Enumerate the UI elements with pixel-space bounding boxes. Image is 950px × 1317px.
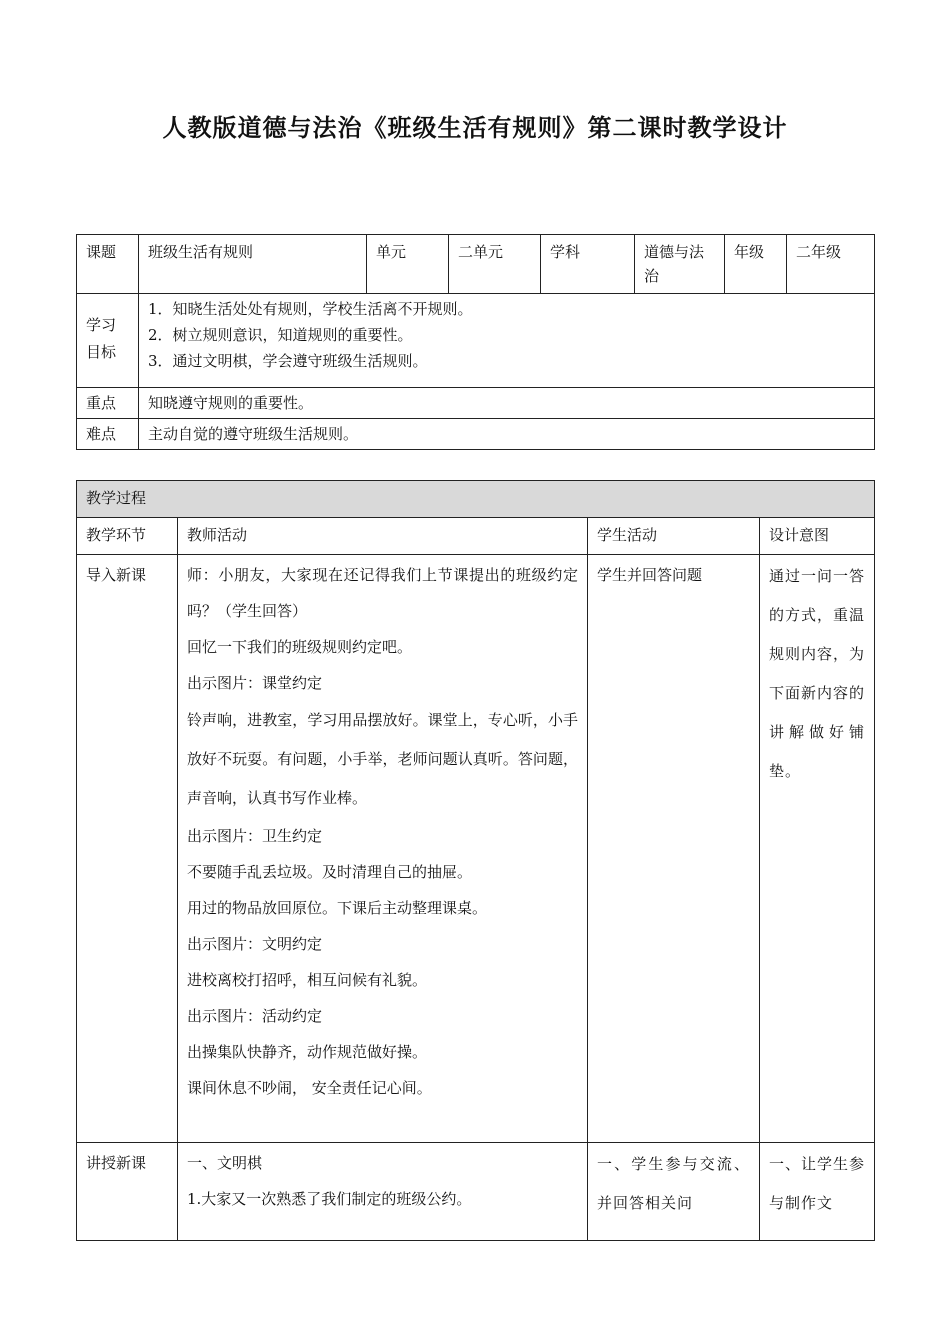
goal-item: 2．树立规则意识，知道规则的重要性。: [148, 326, 413, 344]
difficulty-value: 主动自觉的遵守班级生活规则。: [139, 419, 875, 450]
info-row-difficulty: [77, 419, 875, 450]
key-value: 知晓遵守规则的重要性。: [139, 388, 875, 419]
topic-value: 班级生活有规则: [139, 235, 367, 294]
teacher-activity-cell: [178, 1143, 588, 1241]
subject-value: 道德与法治: [635, 235, 725, 294]
teacher-line: 1.大家又一次熟悉了我们制定的班级公约。: [187, 1190, 472, 1208]
column-header: 学生活动: [588, 518, 760, 555]
goals-list: [139, 294, 875, 388]
teacher-line: 出示图片：卫生约定: [187, 827, 323, 845]
process-header: 教学过程: [77, 481, 875, 518]
goals-label: 学习目标: [77, 294, 139, 388]
teacher-line: 进校离校打招呼，相互问候有礼貌。: [187, 971, 428, 989]
goal-item: 3．通过文明棋，学会遵守班级生活规则。: [148, 352, 428, 370]
lesson-info-table: [76, 234, 875, 450]
goal-item: 1．知晓生活处处有规则，学校生活离不开规则。: [148, 300, 473, 318]
topic-label: 课题: [77, 235, 139, 294]
subject-label: 学科: [541, 235, 635, 294]
student-activity-cell: 学生并回答问题: [588, 555, 760, 1143]
student-activity-cell: 一、学生参与交流、并回答相关问: [588, 1143, 760, 1241]
teacher-line: 课间休息不吵闹， 安全责任记心间。: [187, 1079, 432, 1097]
difficulty-label: 难点: [77, 419, 139, 450]
teacher-line: 出示图片：课堂约定: [187, 674, 323, 692]
teacher-line: 用过的物品放回原位。下课后主动整理课桌。: [187, 899, 488, 917]
teacher-line: 出示图片：活动约定: [187, 1007, 323, 1025]
teacher-line: 铃声响，进教室，学习用品摆放好。课堂上，专心听，小手放好不玩耍。有问题，小手举，老师问题认真听。答问题，声音响，认真书写作业棒。: [187, 711, 578, 807]
column-header: 教师活动: [178, 518, 588, 555]
teaching-process-table: [76, 480, 875, 1241]
info-row-goals: [77, 294, 875, 388]
teacher-line: 回忆一下我们的班级规则约定吧。: [187, 638, 413, 656]
key-label: 重点: [77, 388, 139, 419]
column-header: 设计意图: [760, 518, 875, 555]
teacher-line: 不要随手乱丢垃圾。及时清理自己的抽屉。: [187, 863, 473, 881]
stage-cell: 导入新课: [77, 555, 178, 1143]
info-row-basic: [77, 235, 875, 294]
design-intent-cell: 通过一问一答的方式，重温规则内容，为下面新内容的讲解做好铺垫。: [760, 555, 875, 1143]
process-column-headers: [77, 518, 875, 555]
stage-cell: 讲授新课: [77, 1143, 178, 1241]
unit-value: 二单元: [449, 235, 541, 294]
grade-value: 二年级: [787, 235, 875, 294]
teacher-line: 一、文明棋: [187, 1154, 263, 1172]
page-title: 人教版道德与法治《班级生活有规则》第二课时教学设计: [162, 113, 788, 142]
grade-label: 年级: [725, 235, 787, 294]
process-row-teach: [77, 1143, 875, 1241]
unit-label: 单元: [367, 235, 449, 294]
teacher-activity-cell: [178, 555, 588, 1143]
process-header-row: [77, 481, 875, 518]
teacher-line: 出示图片：文明约定: [187, 935, 323, 953]
info-row-key: [77, 388, 875, 419]
column-header: 教学环节: [77, 518, 178, 555]
teacher-line: 出操集队快静齐，动作规范做好操。: [187, 1043, 428, 1061]
process-row-intro: [77, 555, 875, 1143]
teacher-line: 师：小朋友，大家现在还记得我们上节课提出的班级约定吗？（学生回答）: [187, 566, 578, 620]
design-intent-cell: 一、让学生参与制作文: [760, 1143, 875, 1241]
